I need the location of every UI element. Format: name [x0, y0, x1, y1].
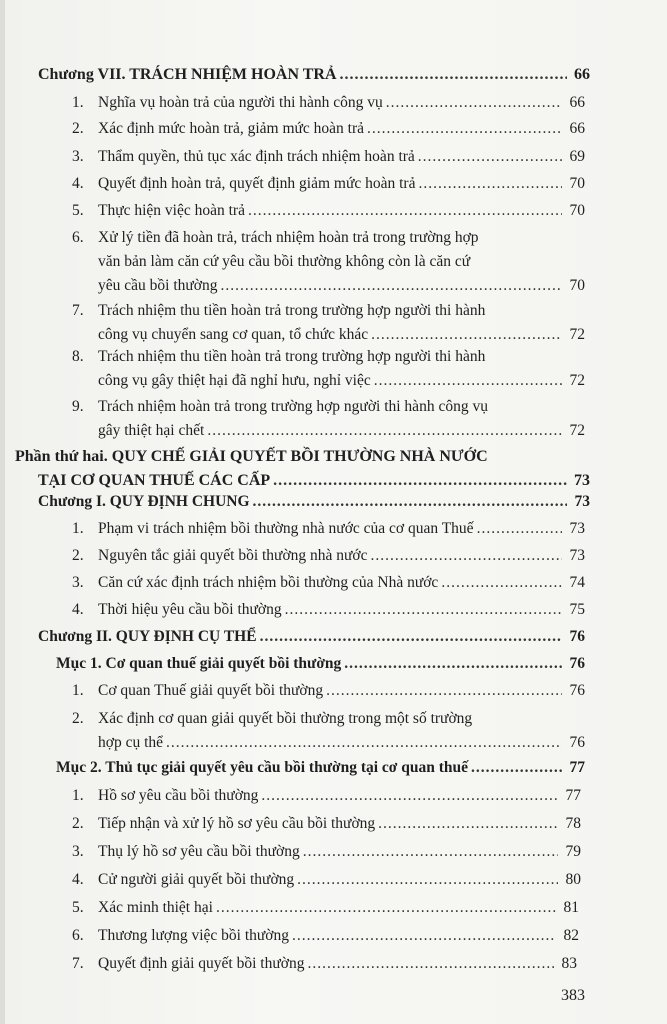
toc-section-2	[5, 756, 667, 780]
toc-page: 72	[569, 422, 585, 439]
book-page	[5, 0, 667, 1024]
toc-num: 9.	[72, 398, 84, 415]
toc-item	[5, 812, 667, 836]
dot-leader	[374, 369, 562, 393]
toc-num: 4.	[72, 175, 84, 192]
toc-num: 2.	[72, 120, 84, 137]
toc-title: công vụ gây thiệt hại đã nghỉ hưu, nghỉ việc	[98, 372, 371, 389]
toc-title: Mục 2. Thủ tục giải quyết yêu cầu bồi thường tại cơ quan thuế	[56, 759, 469, 776]
toc-item	[5, 598, 667, 622]
toc-num: 5.	[72, 202, 84, 219]
toc-title: Chương II. QUY ĐỊNH CỤ THỂ	[38, 628, 257, 645]
toc-page: 76	[569, 655, 585, 672]
toc-page: 77	[569, 759, 585, 776]
dot-leader	[418, 172, 562, 196]
toc-num: 2.	[72, 547, 84, 564]
toc-title: Thụ lý hồ sơ yêu cầu bồi thường	[98, 843, 300, 860]
toc-item	[5, 544, 667, 568]
dot-leader	[253, 490, 567, 514]
dot-leader	[297, 868, 558, 892]
page-number: 383	[561, 987, 585, 1004]
toc-num: 4.	[72, 601, 84, 618]
toc-num: 1.	[72, 682, 84, 699]
toc-title: Quyết định hoàn trả, quyết định giảm mức hoàn trả	[98, 175, 416, 192]
toc-chapter-ii	[5, 625, 667, 649]
toc-page: 70	[569, 202, 585, 219]
toc-item	[5, 345, 667, 393]
toc-num: 2.	[72, 710, 84, 727]
toc-title: Chương I. QUY ĐỊNH CHUNG	[38, 493, 250, 510]
toc-item	[5, 784, 667, 808]
toc-page: 78	[565, 815, 581, 832]
dot-leader	[285, 598, 562, 622]
dot-leader	[367, 117, 562, 141]
toc-item	[5, 571, 667, 595]
toc-item	[5, 145, 667, 169]
toc-title: Thời hiệu yêu cầu bồi thường	[98, 601, 282, 618]
toc-page: 81	[563, 899, 579, 916]
toc-chapter-i	[5, 490, 667, 514]
toc-page: 72	[569, 372, 585, 389]
toc-num: 7.	[72, 955, 84, 972]
toc-title: Phạm vi trách nhiệm bồi thường nhà nước của cơ quan Thuế	[98, 520, 474, 537]
toc-chapter-vii	[5, 63, 667, 87]
toc-title: Hồ sơ yêu cầu bồi thường	[98, 787, 259, 804]
toc-num: 1.	[72, 94, 84, 111]
toc-item	[5, 199, 667, 223]
toc-item	[5, 896, 667, 920]
toc-title: Thương lượng việc bồi thường	[98, 927, 289, 944]
toc-page: 76	[569, 734, 585, 751]
toc-item	[5, 395, 667, 443]
dot-leader	[344, 652, 562, 676]
dot-leader	[260, 625, 562, 649]
toc-page: 74	[569, 574, 585, 591]
toc-title: gây thiệt hại chết	[98, 422, 205, 439]
toc-page: 80	[565, 871, 581, 888]
toc-num: 8.	[72, 348, 84, 365]
toc-page: 73	[574, 472, 590, 489]
dot-leader	[418, 145, 562, 169]
toc-page: 66	[569, 94, 585, 111]
toc-num: 2.	[72, 815, 84, 832]
toc-title: yêu cầu bồi thường	[98, 277, 218, 294]
dot-leader	[471, 756, 562, 780]
toc-num: 3.	[72, 574, 84, 591]
toc-section-1	[5, 652, 667, 676]
toc-num: 1.	[72, 520, 84, 537]
toc-page: 76	[569, 682, 585, 699]
toc-title: hợp cụ thể	[98, 734, 164, 751]
toc-item	[5, 117, 667, 141]
toc-title: công vụ chuyển sang cơ quan, tổ chức khác	[98, 326, 369, 343]
toc-page: 66	[574, 66, 590, 83]
dot-leader	[326, 679, 562, 703]
toc-item	[5, 517, 667, 541]
dot-leader	[303, 840, 558, 864]
dot-leader	[477, 517, 562, 541]
toc-title: Mục 1. Cơ quan thuế giải quyết bồi thường	[56, 655, 342, 672]
dot-leader	[386, 91, 562, 115]
dot-leader	[166, 731, 562, 755]
toc-title: Quyết định giải quyết bồi thường	[98, 955, 305, 972]
toc-page: 69	[569, 148, 585, 165]
toc-item	[5, 707, 667, 755]
toc-part-two	[5, 445, 667, 493]
toc-num: 6.	[72, 927, 84, 944]
toc-item	[5, 868, 667, 892]
dot-leader	[340, 63, 567, 87]
toc-page: 70	[569, 277, 585, 294]
toc-num: 4.	[72, 871, 84, 888]
dot-leader	[371, 323, 562, 347]
toc-page: 76	[569, 628, 585, 645]
toc-item	[5, 840, 667, 864]
toc-title: Thẩm quyền, thủ tục xác định trách nhiệm hoàn trả	[98, 148, 415, 165]
toc-title-line: Trách nhiệm hoàn trả trong trường hợp người thi hành công vụ	[98, 398, 488, 415]
toc-page: 79	[565, 843, 581, 860]
toc-item	[5, 679, 667, 703]
dot-leader	[207, 419, 562, 443]
dot-leader	[371, 544, 562, 568]
toc-title-line: Xác định cơ quan giải quyết bồi thường trong một số trường	[98, 710, 473, 727]
toc-num: 3.	[72, 843, 84, 860]
dot-leader	[441, 571, 562, 595]
toc-title-line: văn bản làm căn cứ yêu cầu bồi thường không còn là căn cứ	[98, 253, 471, 270]
toc-page: 70	[569, 175, 585, 192]
toc-item	[5, 299, 667, 347]
toc-item	[5, 226, 667, 298]
toc-item	[5, 924, 667, 948]
toc-page: 66	[569, 120, 585, 137]
toc-title: Chương VII. TRÁCH NHIỆM HOÀN TRẢ	[38, 66, 337, 83]
toc-title: Tiếp nhận và xử lý hồ sơ yêu cầu bồi thường	[98, 815, 376, 832]
toc-item	[5, 172, 667, 196]
toc-num: 5.	[72, 899, 84, 916]
toc-title: Nguyên tắc giải quyết bồi thường nhà nước	[98, 547, 368, 564]
toc-page: 73	[569, 547, 585, 564]
toc-item	[5, 91, 667, 115]
dot-leader	[307, 952, 554, 976]
toc-title: Thực hiện việc hoàn trả	[98, 202, 245, 219]
toc-title: Cử người giải quyết bồi thường	[98, 871, 295, 888]
dot-leader	[261, 784, 558, 808]
toc-title: Căn cứ xác định trách nhiệm bồi thường của Nhà nước	[98, 574, 439, 591]
toc-title: TẠI CƠ QUAN THUẾ CÁC CẤP	[38, 472, 271, 489]
toc-page: 83	[561, 955, 577, 972]
dot-leader	[216, 896, 556, 920]
toc-title-line: Trách nhiệm thu tiền hoàn trả trong trường hợp người thi hành	[98, 302, 486, 319]
toc-page: 82	[563, 927, 579, 944]
toc-page: 75	[569, 601, 585, 618]
toc-page: 77	[565, 787, 581, 804]
toc-title-line: Trách nhiệm thu tiền hoàn trả trong trường hợp người thi hành	[98, 348, 486, 365]
dot-leader	[292, 924, 556, 948]
dot-leader	[220, 274, 562, 298]
toc-title: Xác định mức hoàn trả, giảm mức hoàn trả	[98, 120, 365, 137]
toc-num: 7.	[72, 302, 84, 319]
toc-num: 1.	[72, 787, 84, 804]
dot-leader	[378, 812, 558, 836]
toc-page: 73	[574, 493, 590, 510]
toc-title: Cơ quan Thuế giải quyết bồi thường	[98, 682, 324, 699]
toc-title-line: Phần thứ hai. QUY CHẾ GIẢI QUYẾT BỒI THƯỜNG NHÀ NƯỚC	[15, 448, 488, 465]
toc-page: 72	[569, 326, 585, 343]
toc-num: 3.	[72, 148, 84, 165]
toc-title: Nghĩa vụ hoàn trả của người thi hành công vụ	[98, 94, 383, 111]
toc-title: Xác minh thiệt hại	[98, 899, 213, 916]
toc-title-line: Xử lý tiền đã hoàn trả, trách nhiệm hoàn trả trong trường hợp	[98, 229, 479, 246]
toc-item	[5, 952, 667, 976]
toc-num: 6.	[72, 229, 84, 246]
toc-page: 73	[569, 520, 585, 537]
dot-leader	[248, 199, 562, 223]
